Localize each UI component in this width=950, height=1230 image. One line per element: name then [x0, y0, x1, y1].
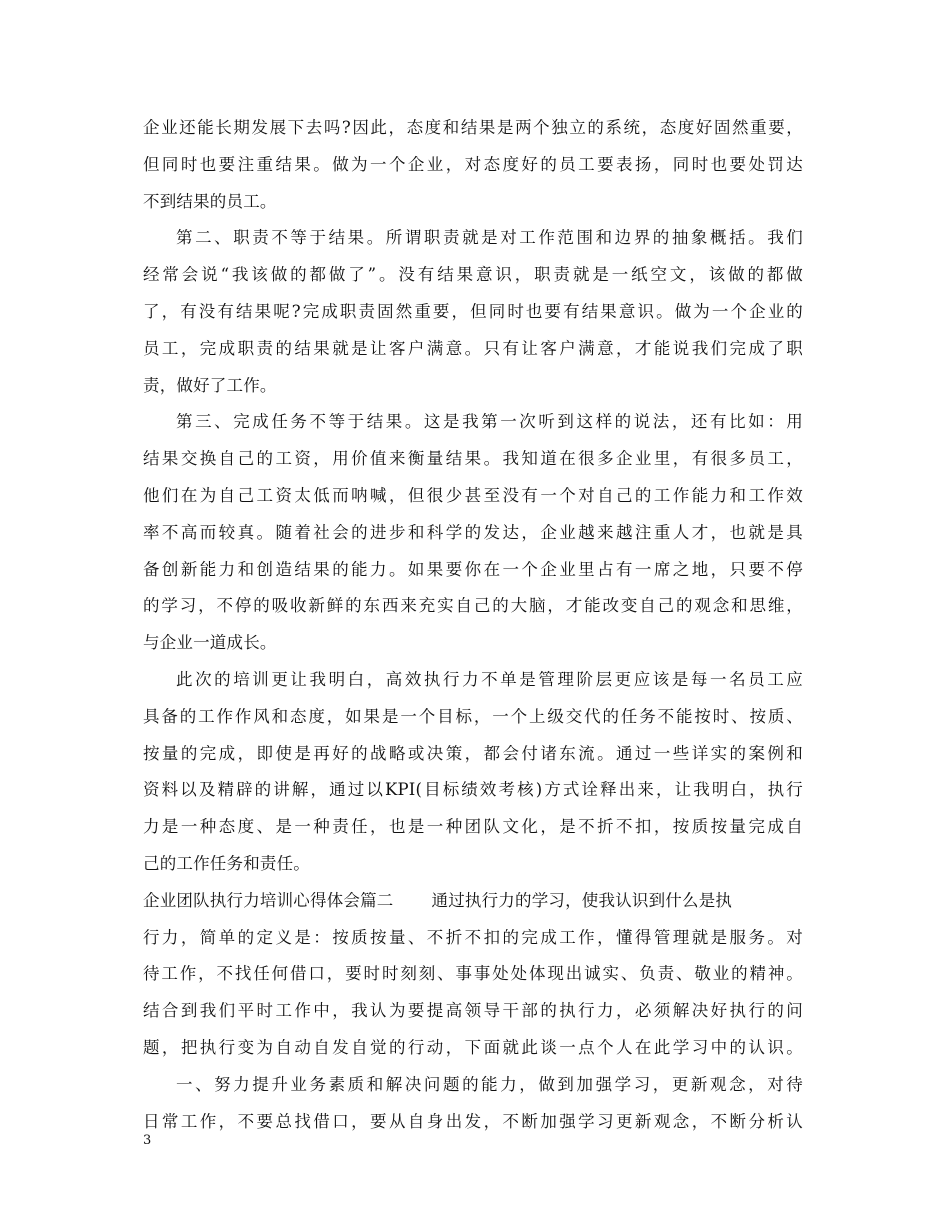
text-line: 的学习，不停的吸收新鲜的东西来充实自己的大脑，才能改变自己的观念和思维， — [143, 596, 803, 616]
text-line: 己的工作任务和责任。 — [143, 853, 310, 873]
body-text — [143, 110, 803, 1140]
text-line: 经常会说“我该做的都做了”。没有结果意识，职责就是一纸空文，该做的都做 — [143, 265, 803, 285]
text-line: 一、努力提升业务素质和解决问题的能力，做到加强学习，更新观念，对待 — [176, 1074, 803, 1094]
text-line: 结合到我们平时工作中，我认为要提高领导干部的执行力，必须解决好执行的问 — [143, 1001, 803, 1021]
text-line: 责，做好了工作。 — [143, 375, 277, 395]
text-line: 行力，简单的定义是：按质按量、不折不扣的完成工作，懂得管理就是服务。对 — [143, 927, 803, 947]
text-line: 了，有没有结果呢?完成职责固然重要，但同时也要有结果意识。做为一个企业的 — [143, 301, 803, 321]
text-line: 按量的完成，即使是再好的战略或决策，都会付诸东流。通过一些详实的案例和 — [143, 743, 803, 763]
text-line: 不到结果的员工。 — [143, 191, 277, 211]
text-line: 率不高而较真。随着社会的进步和科学的发达，企业越来越注重人才，也就是具 — [143, 522, 803, 542]
text-line: 与企业一道成长。 — [143, 633, 277, 653]
text-line: 力是一种态度、是一种责任，也是一种团队文化，是不折不扣，按质按量完成自 — [143, 817, 803, 837]
text-line: 他们在为自己工资太低而呐喊，但很少甚至没有一个对自己的工作能力和工作效 — [143, 485, 803, 505]
text-line: 备创新能力和创造结果的能力。如果要你在一个企业里占有一席之地，只要不停 — [143, 559, 803, 579]
paragraph — [143, 662, 803, 883]
paragraph — [143, 1067, 803, 1141]
text-line: 结果交换自己的工资，用价值来衡量结果。我知道在很多企业里，有很多员工， — [143, 449, 803, 469]
paragraph — [143, 883, 803, 1067]
text-line: 资料以及精辟的讲解，通过以KPI(目标绩效考核)方式诠释出来，让我明白，执行 — [143, 780, 803, 800]
text-line: 题，把执行变为自动自发自觉的行动，下面就此谈一点个人在此学习中的认识。 — [143, 1037, 803, 1057]
text-line: 但同时也要注重结果。做为一个企业，对态度好的员工要表扬，同时也要处罚达 — [143, 154, 803, 174]
text-line: 员工，完成职责的结果就是让客户满意。只有让客户满意，才能说我们完成了职 — [143, 338, 803, 358]
page-number: 3 — [143, 1133, 152, 1148]
text-line: 企业还能长期发展下去吗?因此，态度和结果是两个独立的系统，态度好固然重要， — [143, 118, 803, 137]
text-line: 日常工作，不要总找借口，要从自身出发，不断加强学习更新观念，不断分析认 — [143, 1111, 803, 1131]
paragraph — [143, 110, 803, 220]
text-line: 待工作，不找任何借口，要时时刻刻、事事处处体现出诚实、负责、敬业的精神。 — [143, 964, 803, 984]
text-line: 具备的工作作风和态度，如果是一个目标，一个上级交代的任务不能按时、按质、 — [143, 706, 803, 726]
text-line: 第三、完成任务不等于结果。这是我第一次听到这样的说法，还有比如：用 — [176, 412, 803, 432]
paragraph — [143, 404, 803, 662]
section-heading: 企业团队执行力培训心得体会篇二 — [143, 890, 394, 910]
text-run: 通过执行力的学习，使我认识到什么是执 — [431, 890, 733, 910]
text-line — [143, 883, 803, 920]
text-line: 第二、职责不等于结果。所谓职责就是对工作范围和边界的抽象概括。我们 — [176, 228, 803, 248]
paragraph — [143, 220, 803, 404]
text-line: 此次的培训更让我明白，高效执行力不单是管理阶层更应该是每一名员工应 — [176, 669, 803, 689]
